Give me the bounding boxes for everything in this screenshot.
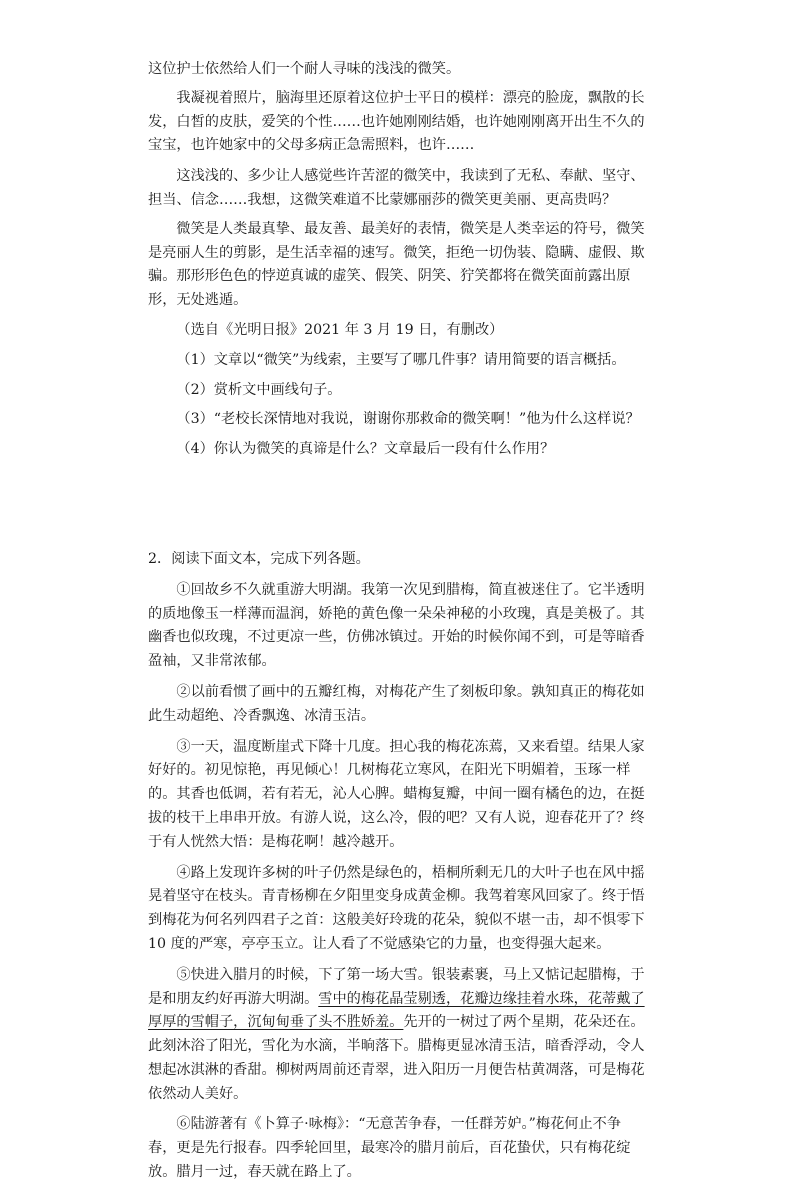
paragraph-6: ⑥陆游著有《卜算子·咏梅》：“无意苦争春，一任群芳妒。”梅花何止不争春，更是先行报春。四季轮回里，最寒冷的腊月前后，百花蛰伏，只有梅花绽放。腊月一过，春天就在路上了。 [148, 1116, 631, 1181]
paragraph-5-rest: 先开的一树过了两个星期，花朵还在。此刻沐浴了阳光，雪化为水滴，半晌落下。腊梅更显冰清玉洁，暗香浮动，令人想起冰淇淋的香甜。柳树两周前还青翠，进入阳历一月便告枯黄凋落，可是梅花依然动人美好。 [148, 1014, 645, 1102]
paragraph-smile-meaning: 这浅浅的、多少让人感觉些许苦涩的微笑中，我读到了无私、奉献、坚守、担当、信念……我想，这微笑难道不比蒙娜丽莎的微笑更美丽、更高贵吗？ [148, 168, 645, 208]
paragraph-photo: 我凝视着照片，脑海里还原着这位护士平日的模样：漂亮的脸庞，飘散的长发，白皙的皮肤，爱笑的个性……也许她刚刚结婚，也许她刚刚离开出生不久的宝宝，也许她家中的父母多病正急需照料，也许…… [148, 89, 645, 154]
paragraph-2: ②以前看惯了画中的五瓣红梅，对梅花产生了刻板印象。孰知真正的梅花如此生动超绝、冷香飘逸、冰清玉洁。 [148, 683, 645, 724]
paragraph-5 [148, 964, 648, 1107]
underlined-sentence: 雪中的梅花晶莹剔透，花瓣边缘挂着水珠，花蒂戴了厚厚的雪帽子，沉甸甸垂了头不胜娇羞。 [148, 990, 645, 1031]
source-citation: （选自《光明日报》2021 年 3 月 19 日，有删改） [176, 321, 504, 338]
section-heading: 2．阅读下面文本，完成下列各题。 [148, 550, 370, 567]
lead-line: 这位护士依然给人们一个耐人寻味的浅浅的微笑。 [148, 61, 461, 77]
answer-space [148, 462, 648, 548]
paragraph-1: ①回故乡不久就重游大明湖。我第一次见到腊梅，简直被迷住了。它半透明的质地像玉一样薄而温润，娇艳的黄色像一朵朵神秘的小玫瑰，真是美极了。其幽香也似玫瑰，不过更凉一些，仿佛冰镇过。开始的时候你闻不到，可是等暗香盈袖，又非常浓郁。 [148, 581, 645, 670]
paragraph-3: ③一天，温度断崖式下降十几度。担心我的梅花冻蔫，又来看望。结果人家好好的。初见惊艳，再见倾心！几树梅花立寒风，在阳光下明媚着，玉琢一样的。其香也低调，若有若无，沁人心脾。蜡梅复瓣，中间一圈有橘色的边，在挺拔的枝干上串串开放。有游人说，这么冷，假的吧？又有人说，迎春花开了？终于有人恍然大悟：是梅花啊！越冷越开。 [148, 738, 645, 850]
document-page [148, 58, 648, 1185]
paragraph-4: ④路上发现许多树的叶子仍然是绿色的，梧桐所剩无几的大叶子也在风中摇晃着坚守在枝头。青青杨柳在夕阳里变身成黄金柳。我驾着寒风回家了。终于悟到梅花为何名列四君子之首：这般美好玲珑的花朵，貌似不堪一击，却不惧零下 10 度的严寒，亭亭玉立。让人看了不觉感染它的力量，也变得强大起来。 [148, 864, 645, 952]
question-4: （4）你认为微笑的真谛是什么？文章最后一段有什么作用？ [176, 441, 555, 458]
question-3: （3）“老校长深情地对我说，谢谢你那救命的微笑啊！”他为什么这样说？ [176, 411, 640, 428]
question-1: （1）文章以“微笑”为线索，主要写了哪几件事？请用简要的语言概括。 [176, 351, 626, 368]
paragraph-smile-essence: 微笑是人类最真挚、最友善、最美好的表情，微笑是人类幸运的符号，微笑是亮丽人生的剪影，是生活幸福的速写。微笑，拒绝一切伪装、隐瞒、虚假、欺骗。那形形色色的悖逆真诚的虚笑、假笑、阴笑、狞笑都将在微笑面前露出原形，无处逃遁。 [148, 220, 645, 309]
question-2: （2）赏析文中画线句子。 [176, 381, 342, 398]
paragraph-5-intro: ⑤快进入腊月的时候，下了第一场大雪。银装素裹，马上又惦记起腊梅，于是和朋友约好再游大明湖。 [148, 966, 645, 1007]
